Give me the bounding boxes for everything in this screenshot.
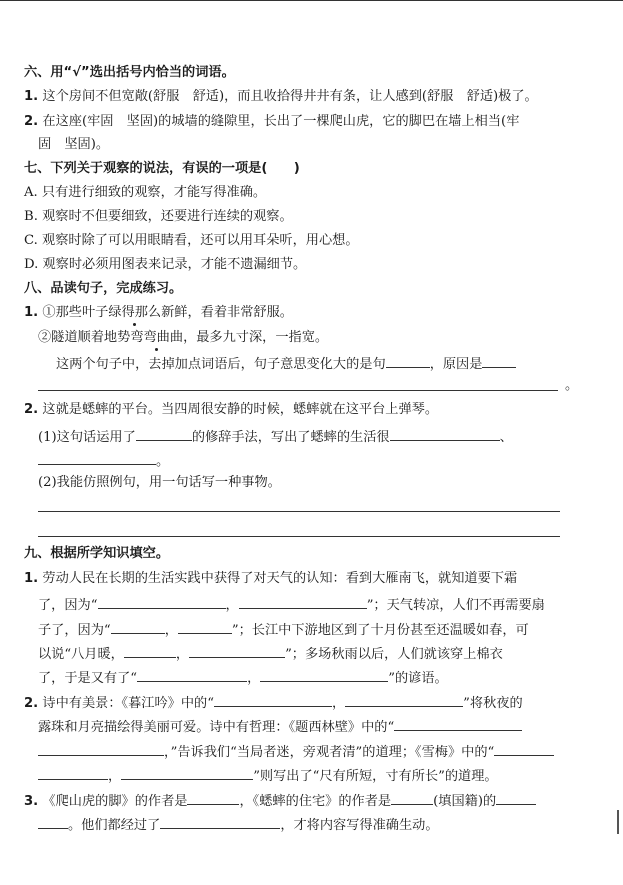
prompt-text: ，才将内容写得准确生动。	[280, 818, 439, 833]
answer-blank[interactable]	[394, 716, 522, 731]
s9-q1-line-2	[38, 594, 545, 615]
answer-line[interactable]	[38, 510, 560, 512]
prompt-text: 子了，因为“	[38, 623, 111, 638]
s9-q2-line-4	[38, 765, 498, 786]
s9-q3-line-2	[38, 814, 439, 835]
s9-q1-line-5	[38, 667, 448, 688]
answer-blank[interactable]	[137, 667, 247, 682]
option-a[interactable]: A. 只有进行细致的观察，才能写得准确。	[24, 185, 267, 200]
sentence-text: ，最多九寸深，一指宽。	[183, 330, 329, 345]
prompt-text: 这两个句子中，去掉加点词语后，句子意思变化大的是句	[56, 357, 386, 372]
answer-blank[interactable]	[160, 814, 280, 829]
prompt-text: ，原因是	[429, 357, 483, 372]
prompt-text: ”告诉我们“当局者迷，旁观者清”的道理；《雪梅》中的“	[170, 745, 495, 760]
question-number: 3.	[24, 794, 39, 809]
s9-q1-line-4	[38, 643, 503, 664]
option-d[interactable]: D. 观察时必须用图表来记录，才能不遗漏细节。	[24, 257, 307, 272]
answer-blank[interactable]	[111, 619, 165, 634]
page-edge-mark	[617, 810, 619, 834]
answer-blank[interactable]	[178, 619, 232, 634]
prompt-text: 《爬山虎的脚》的作者是	[42, 794, 188, 809]
question-number: 1.	[24, 305, 39, 320]
prompt-text: ”将秋夜的	[463, 696, 523, 711]
answer-blank[interactable]	[345, 692, 463, 707]
sentence-text: ②隧道顺着地势	[38, 330, 131, 345]
answer-blank[interactable]	[121, 765, 253, 780]
prompt-text: ，	[331, 696, 346, 711]
answer-blank[interactable]	[260, 667, 388, 682]
prompt-text: (填国籍)的	[433, 794, 497, 809]
sentence-text: ①那些叶子	[42, 305, 109, 320]
s8-q1-sentence-1	[24, 304, 293, 322]
section-7-heading: 七、下列关于观察的说法，有误的一项是( )	[24, 161, 300, 176]
prompt-text: 露珠和月亮描绘得美丽可爱。诗中有哲理：《题西林壁》中的“	[38, 720, 395, 735]
section-6-heading: 六、用“√”选出括号内恰当的词语。	[24, 65, 235, 80]
top-border	[0, 0, 623, 1]
s8-q2-part-1	[38, 426, 513, 447]
prompt-text: ，《蟋蟀的住宅》的作者是	[239, 794, 392, 809]
answer-blank[interactable]	[124, 643, 176, 658]
s8-q1-sentence-2	[38, 329, 328, 347]
prompt-text: ”；长江中下游地区到了十月份甚至还温暖如春，可	[231, 623, 529, 638]
prompt-text: 的修辞手法，写出了蟋蟀的生活很	[191, 430, 390, 445]
answer-blank[interactable]	[38, 814, 68, 829]
prompt-text: ，	[247, 671, 261, 686]
s8-q2-part-1-cont	[38, 450, 169, 471]
prompt-text: ，	[164, 623, 178, 638]
question-number: 2.	[24, 696, 39, 711]
section-8-heading: 八、品读句子，完成练习。	[24, 281, 183, 296]
answer-blank[interactable]	[38, 765, 108, 780]
prompt-text: ，	[108, 769, 122, 784]
s8-q2-part-2: (2)我能仿照例句，用一句话写一种事物。	[38, 475, 281, 490]
sentence-text: 新鲜，看着非常舒服。	[161, 305, 293, 320]
question-number: 1.	[24, 571, 39, 586]
s9-q2-line-2	[38, 716, 522, 737]
answer-blank[interactable]	[391, 790, 433, 805]
prompt-text: 了，于是又有了“	[38, 671, 138, 686]
question-number: 1.	[24, 89, 39, 104]
s8-q1-prompt	[56, 353, 516, 374]
answer-blank[interactable]	[187, 790, 239, 805]
prompt-text: ”的谚语。	[388, 671, 448, 686]
dotted-word: 绿得那么	[108, 305, 162, 320]
answer-blank[interactable]	[38, 741, 164, 756]
answer-blank[interactable]	[214, 692, 332, 707]
option-b[interactable]: B. 观察时不但要细致，还要进行连续的观察。	[24, 209, 293, 224]
s9-question-1	[24, 570, 517, 588]
s6-question-1	[24, 88, 538, 106]
prompt-text: ”则写出了“尺有所短，寸有所长”的道理。	[253, 769, 498, 784]
end-mark: 。	[565, 378, 579, 393]
answer-blank[interactable]	[390, 426, 500, 441]
prompt-text: ，	[175, 647, 190, 662]
dotted-word: 弯弯曲曲	[130, 330, 184, 345]
prompt-text: 。	[156, 454, 170, 469]
question-text: 在这座(牢固 坚固)的城墙的缝隙里，长出了一棵爬山虎，它的脚巴在墙上相当(牢	[42, 114, 520, 129]
s9-question-2	[24, 692, 523, 713]
answer-blank[interactable]	[189, 643, 285, 658]
s9-question-3	[24, 790, 536, 811]
s6-question-2	[24, 113, 519, 131]
answer-blank[interactable]	[482, 353, 516, 368]
s6-question-2-cont: 固 坚固)。	[38, 137, 110, 152]
prompt-text: ，	[225, 598, 239, 613]
answer-blank[interactable]	[98, 594, 226, 609]
answer-blank[interactable]	[494, 741, 554, 756]
s9-q2-line-3	[38, 741, 554, 762]
question-text: 这就是蟋蟀的平台。当四周很安静的时候，蟋蟀就在这平台上弹琴。	[42, 402, 439, 417]
prompt-text: 以说“八月暖，	[38, 647, 124, 662]
prompt-text: ，	[164, 745, 171, 760]
prompt-text: ”；天气转凉，人们不再需要扇	[366, 598, 545, 613]
s9-q1-line-3	[38, 619, 529, 640]
question-text: 劳动人民在长期的生活实践中获得了对天气的认知：看到大雁南飞，就知道要下霜	[42, 571, 518, 586]
prompt-text: (1)这句话运用了	[38, 430, 136, 445]
answer-blank[interactable]	[239, 594, 367, 609]
question-text: 这个房间不但宽敞(舒服 舒适)，而且收拾得井井有条，让人感到(舒服 舒适)极了。	[42, 89, 538, 104]
prompt-text: 、	[499, 430, 513, 445]
prompt-text: 了，因为“	[38, 598, 98, 613]
answer-blank[interactable]	[38, 450, 156, 465]
question-number: 2.	[24, 114, 39, 129]
answer-line[interactable]	[38, 535, 560, 537]
answer-blank[interactable]	[136, 426, 192, 441]
answer-line[interactable]	[38, 389, 558, 391]
answer-blank[interactable]	[386, 353, 430, 368]
question-number: 2.	[24, 402, 39, 417]
option-c[interactable]: C. 观察时除了可以用眼睛看，还可以用耳朵听，用心想。	[24, 233, 359, 248]
prompt-text: 诗中有美景：《暮江吟》中的“	[42, 696, 214, 711]
prompt-text: 。他们都经过了	[68, 818, 161, 833]
prompt-text: ”；多场秋雨以后，人们就该穿上棉衣	[285, 647, 503, 662]
section-9-heading: 九、根据所学知识填空。	[24, 546, 170, 561]
answer-blank[interactable]	[496, 790, 536, 805]
s8-question-2	[24, 401, 438, 419]
